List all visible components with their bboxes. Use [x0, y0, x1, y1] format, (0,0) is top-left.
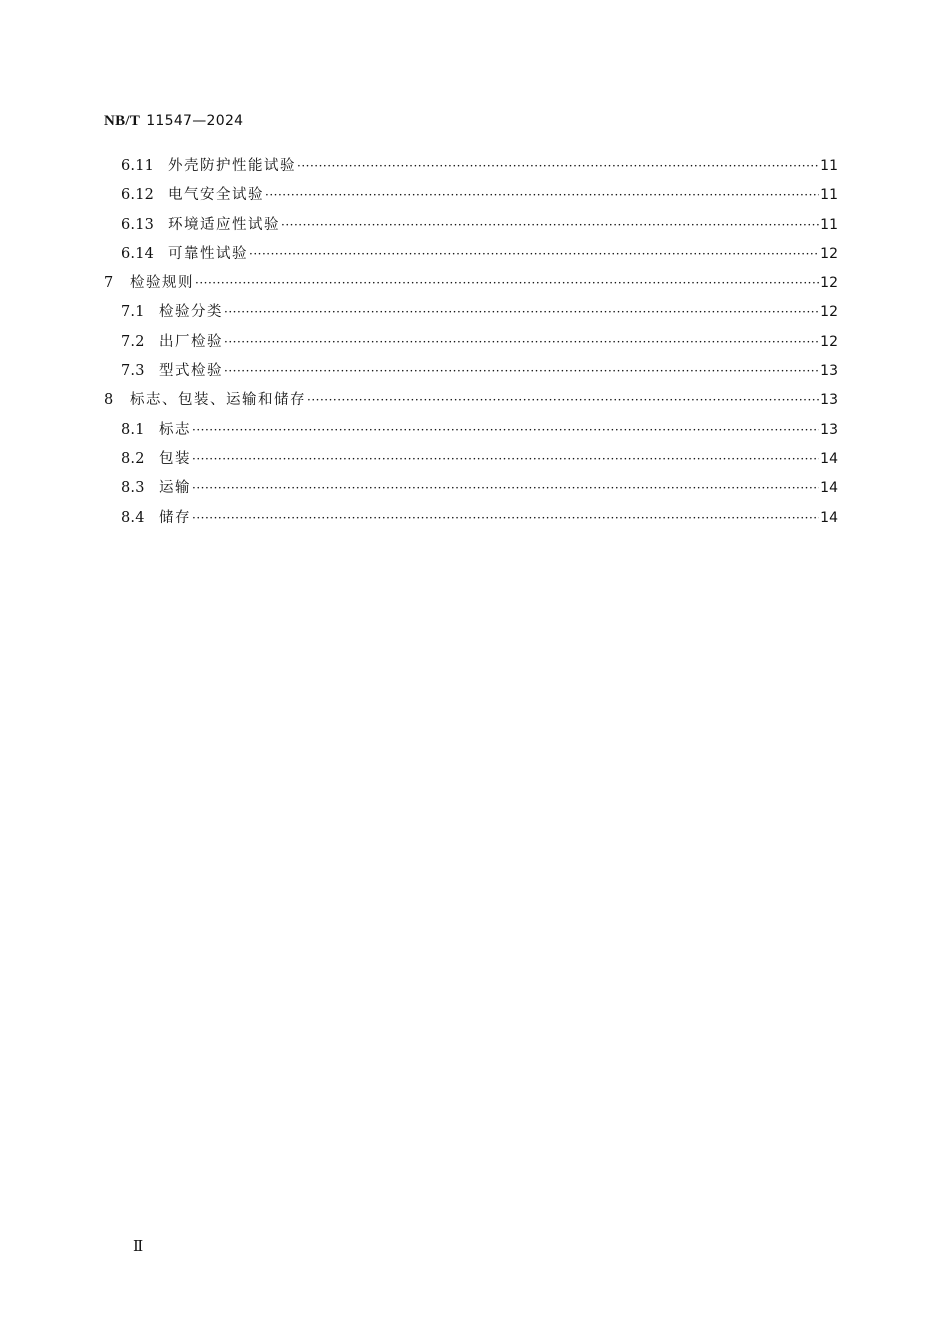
toc-entry-page: 13 — [820, 421, 838, 438]
toc-entry-number: 7.2 — [121, 333, 145, 350]
toc-dot-leader — [265, 181, 819, 210]
toc-dot-leader — [281, 211, 819, 240]
toc-entry-page: 12 — [820, 245, 838, 262]
standard-number: 11547—2024 — [146, 113, 244, 129]
toc-entry-number: 8.4 — [121, 509, 145, 526]
toc-entry-number: 7 — [104, 275, 114, 292]
toc-entry-title: 外壳防护性能试验 — [168, 158, 296, 174]
toc-entry-number: 6.13 — [121, 216, 155, 233]
toc-entry-page: 14 — [820, 480, 838, 497]
toc-entry-page: 12 — [820, 333, 838, 350]
toc-entry-title: 电气安全试验 — [168, 187, 264, 204]
toc-entry-title: 检验规则 — [130, 275, 194, 292]
toc-entry-title: 运输 — [159, 480, 191, 497]
toc-entry-7-2[interactable] — [104, 328, 838, 357]
toc-entry-number: 6.12 — [121, 187, 155, 204]
toc-entry-7[interactable] — [104, 269, 838, 298]
toc-entry-8-2[interactable] — [104, 445, 838, 474]
toc-entry-title: 环境适应性试验 — [168, 216, 280, 233]
toc-entry-page: 12 — [820, 275, 838, 292]
toc-entry-number: 8.2 — [121, 450, 145, 467]
toc-dot-leader — [249, 240, 819, 269]
toc-entry-number: 7.1 — [121, 304, 145, 321]
toc-dot-leader — [195, 269, 819, 298]
toc-entry-page: 13 — [820, 363, 838, 380]
toc-entry-page: 11 — [820, 216, 838, 233]
toc-entry-title: 可靠性试验 — [168, 245, 248, 262]
toc-entry-title: 型式检验 — [159, 363, 223, 380]
toc-dot-leader — [307, 386, 819, 415]
toc-entry-6-13[interactable] — [104, 211, 838, 240]
toc-dot-leader — [297, 152, 819, 181]
toc-entry-8-3[interactable] — [104, 474, 838, 503]
toc-entry-6-12[interactable] — [104, 181, 838, 210]
page-number: Ⅱ — [133, 1237, 144, 1255]
toc-entry-title: 储存 — [159, 509, 191, 526]
toc-entry-8-4[interactable] — [104, 504, 838, 533]
toc-entry-number: 7.3 — [121, 363, 145, 380]
toc-entry-8-1[interactable] — [104, 416, 838, 445]
standard-code — [104, 113, 243, 130]
toc-dot-leader — [192, 504, 819, 533]
toc-entry-7-3[interactable] — [104, 357, 838, 386]
standard-prefix: NB/T — [104, 113, 141, 129]
toc-entry-8[interactable] — [104, 386, 838, 415]
toc-entry-number: 8.3 — [121, 480, 145, 497]
toc-entry-6-14[interactable] — [104, 240, 838, 269]
toc-entry-title: 包装 — [159, 450, 191, 467]
toc-dot-leader — [192, 416, 819, 445]
table-of-contents — [104, 152, 838, 533]
toc-entry-title: 检验分类 — [159, 304, 223, 321]
toc-entry-number: 8 — [104, 392, 114, 409]
toc-dot-leader — [224, 298, 819, 327]
toc-entry-number: 6.14 — [121, 245, 155, 262]
toc-entry-6-11[interactable] — [104, 152, 838, 181]
toc-entry-title: 标志、包装、运输和储存 — [130, 392, 306, 409]
toc-entry-title: 出厂检验 — [159, 333, 223, 350]
toc-entry-page: 11 — [820, 187, 838, 204]
toc-dot-leader — [192, 474, 819, 503]
toc-entry-page: 13 — [820, 392, 838, 409]
toc-dot-leader — [224, 357, 819, 386]
toc-entry-title: 标志 — [159, 421, 191, 438]
toc-entry-page: 14 — [820, 509, 838, 526]
toc-dot-leader — [192, 445, 819, 474]
toc-entry-number: 8.1 — [121, 421, 145, 438]
toc-dot-leader — [224, 328, 819, 357]
toc-entry-number: 6.11 — [121, 158, 155, 174]
toc-entry-page: 14 — [820, 450, 838, 467]
toc-entry-page: 12 — [820, 304, 838, 321]
toc-entry-7-1[interactable] — [104, 298, 838, 327]
toc-entry-page: 11 — [820, 158, 838, 174]
